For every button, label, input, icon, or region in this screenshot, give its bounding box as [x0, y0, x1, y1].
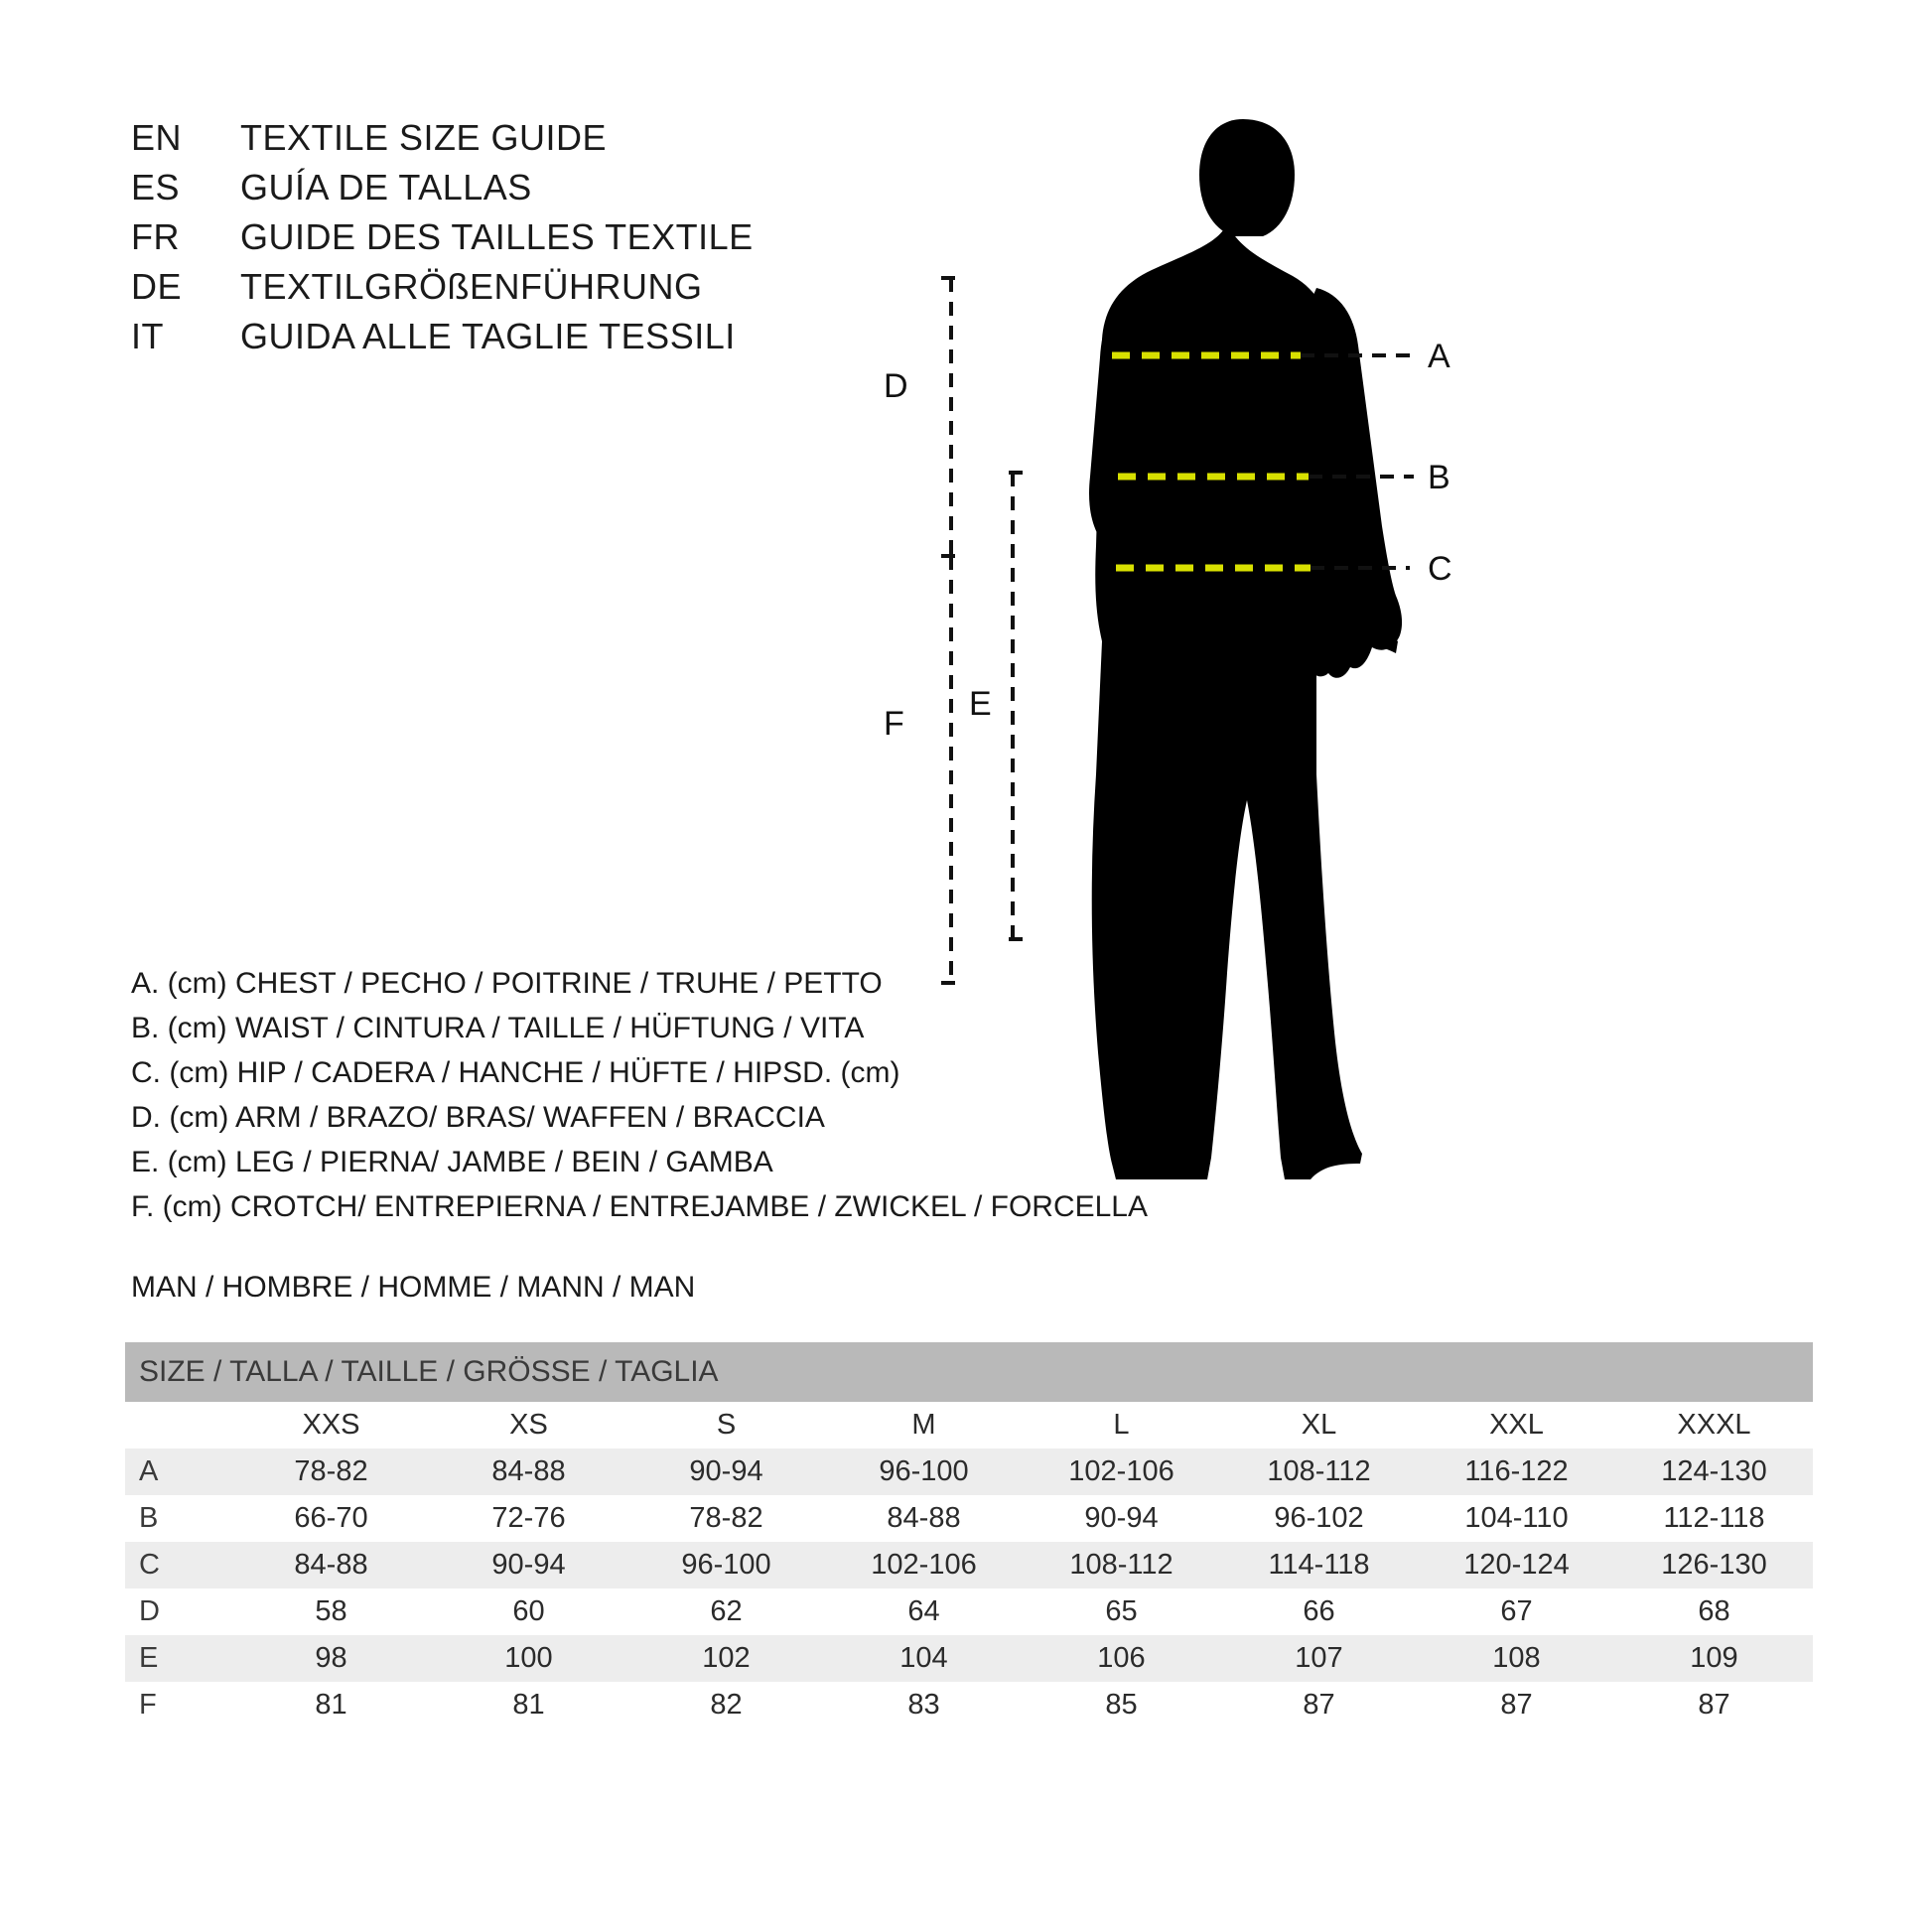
- bracket-label-e: E: [969, 685, 992, 723]
- marker-label-a: A: [1428, 338, 1450, 375]
- cell-b-l: 90-94: [1023, 1495, 1220, 1542]
- legend-item-d: D. (cm) ARM / BRAZO/ BRAS/ WAFFEN / BRACCIA: [131, 1101, 825, 1134]
- table-row: [125, 1588, 1813, 1635]
- cell-d-l: 65: [1023, 1588, 1220, 1635]
- cell-e-xl: 107: [1220, 1635, 1418, 1682]
- row-label-a: A: [125, 1449, 232, 1495]
- marker-label-c: C: [1428, 550, 1452, 588]
- cell-e-xxl: 108: [1418, 1635, 1615, 1682]
- table-row: [125, 1495, 1813, 1542]
- bracket-d: [941, 278, 961, 556]
- bracket-f: [941, 556, 961, 983]
- header-corner: [125, 1402, 232, 1449]
- cell-d-xs: 60: [430, 1588, 627, 1635]
- cell-f-xxxl: 87: [1615, 1682, 1813, 1728]
- cell-f-xxl: 87: [1418, 1682, 1615, 1728]
- row-label-e: E: [125, 1635, 232, 1682]
- marker-label-b: B: [1428, 459, 1450, 496]
- size-header-xxxl: XXXL: [1615, 1402, 1813, 1449]
- table-row: [125, 1682, 1813, 1728]
- cell-a-l: 102-106: [1023, 1449, 1220, 1495]
- table-row: [125, 1542, 1813, 1588]
- size-header-l: L: [1023, 1402, 1220, 1449]
- cell-f-xs: 81: [430, 1682, 627, 1728]
- legend-item-f: F. (cm) CROTCH/ ENTREPIERNA / ENTREJAMBE / ZWICKEL / FORCELLA: [131, 1190, 1148, 1223]
- cell-b-xs: 72-76: [430, 1495, 627, 1542]
- cell-d-s: 62: [627, 1588, 825, 1635]
- bracket-label-f: F: [884, 705, 904, 743]
- cell-e-m: 104: [825, 1635, 1023, 1682]
- cell-d-xxs: 58: [232, 1588, 430, 1635]
- legend-item-a: A. (cm) CHEST / PECHO / POITRINE / TRUHE / PETTO: [131, 967, 883, 1000]
- cell-a-s: 90-94: [627, 1449, 825, 1495]
- table-row: [125, 1635, 1813, 1682]
- table-row: [125, 1449, 1813, 1495]
- cell-c-xxs: 84-88: [232, 1542, 430, 1588]
- cell-f-xl: 87: [1220, 1682, 1418, 1728]
- cell-d-xxl: 67: [1418, 1588, 1615, 1635]
- title-text-it: GUIDA ALLE TAGLIE TESSILI: [240, 316, 736, 356]
- cell-c-m: 102-106: [825, 1542, 1023, 1588]
- body-measurement-diagram: [884, 79, 1886, 1211]
- cell-b-xl: 96-102: [1220, 1495, 1418, 1542]
- size-table-header-row: [125, 1402, 1813, 1449]
- size-header-xxs: XXS: [232, 1402, 430, 1449]
- cell-c-xxxl: 126-130: [1615, 1542, 1813, 1588]
- row-label-d: D: [125, 1588, 232, 1635]
- title-lang-de: DE: [131, 266, 183, 307]
- legend-item-c: C. (cm) HIP / CADERA / HANCHE / HÜFTE / HIPSD. (cm): [131, 1056, 900, 1089]
- title-text-es: GUÍA DE TALLAS: [240, 167, 532, 207]
- cell-f-l: 85: [1023, 1682, 1220, 1728]
- title-text-fr: GUIDE DES TAILLES TEXTILE: [240, 216, 754, 257]
- title-lang-it: IT: [131, 316, 164, 356]
- cell-a-xl: 108-112: [1220, 1449, 1418, 1495]
- size-header-xxl: XXL: [1418, 1402, 1615, 1449]
- title-lang-es: ES: [131, 167, 181, 207]
- cell-d-xxxl: 68: [1615, 1588, 1813, 1635]
- title-row-en: [131, 117, 754, 167]
- cell-a-xxl: 116-122: [1418, 1449, 1615, 1495]
- cell-c-xl: 114-118: [1220, 1542, 1418, 1588]
- measurement-legend: [131, 961, 1148, 1229]
- cell-e-xxs: 98: [232, 1635, 430, 1682]
- cell-b-m: 84-88: [825, 1495, 1023, 1542]
- cell-e-xs: 100: [430, 1635, 627, 1682]
- cell-c-xs: 90-94: [430, 1542, 627, 1588]
- cell-d-xl: 66: [1220, 1588, 1418, 1635]
- size-table-container: [125, 1342, 1813, 1728]
- cell-c-xxl: 120-124: [1418, 1542, 1615, 1588]
- title-row-es: [131, 167, 754, 216]
- title-lang-en: EN: [131, 117, 183, 158]
- cell-e-xxxl: 109: [1615, 1635, 1813, 1682]
- title-text-de: TEXTILGRÖßENFÜHRUNG: [240, 266, 703, 307]
- cell-e-l: 106: [1023, 1635, 1220, 1682]
- cell-b-xxxl: 112-118: [1615, 1495, 1813, 1542]
- title-row-it: [131, 316, 754, 365]
- man-silhouette-icon: [1089, 119, 1402, 1179]
- cell-c-s: 96-100: [627, 1542, 825, 1588]
- title-block: [131, 117, 754, 365]
- size-table-band-label: SIZE / TALLA / TAILLE / GRÖSSE / TAGLIA: [125, 1342, 1813, 1402]
- size-header-xl: XL: [1220, 1402, 1418, 1449]
- cell-f-m: 83: [825, 1682, 1023, 1728]
- legend-subtitle: MAN / HOMBRE / HOMME / MANN / MAN: [131, 1271, 696, 1304]
- cell-a-xxxl: 124-130: [1615, 1449, 1813, 1495]
- size-header-xs: XS: [430, 1402, 627, 1449]
- cell-d-m: 64: [825, 1588, 1023, 1635]
- cell-e-s: 102: [627, 1635, 825, 1682]
- cell-b-s: 78-82: [627, 1495, 825, 1542]
- row-label-c: C: [125, 1542, 232, 1588]
- size-table-band: [125, 1342, 1813, 1402]
- row-label-f: F: [125, 1682, 232, 1728]
- cell-b-xxl: 104-110: [1418, 1495, 1615, 1542]
- size-header-m: M: [825, 1402, 1023, 1449]
- cell-a-xxs: 78-82: [232, 1449, 430, 1495]
- cell-f-s: 82: [627, 1682, 825, 1728]
- row-label-b: B: [125, 1495, 232, 1542]
- legend-item-e: E. (cm) LEG / PIERNA/ JAMBE / BEIN / GAMBA: [131, 1146, 773, 1178]
- cell-a-m: 96-100: [825, 1449, 1023, 1495]
- bracket-label-d: D: [884, 367, 908, 405]
- cell-f-xxs: 81: [232, 1682, 430, 1728]
- title-text-en: TEXTILE SIZE GUIDE: [240, 117, 608, 158]
- size-header-s: S: [627, 1402, 825, 1449]
- bracket-e: [1003, 473, 1023, 939]
- size-table: [125, 1342, 1813, 1728]
- cell-a-xs: 84-88: [430, 1449, 627, 1495]
- cell-b-xxs: 66-70: [232, 1495, 430, 1542]
- cell-c-l: 108-112: [1023, 1542, 1220, 1588]
- title-lang-fr: FR: [131, 216, 180, 257]
- legend-item-b: B. (cm) WAIST / CINTURA / TAILLE / HÜFTUNG / VITA: [131, 1012, 865, 1044]
- title-row-fr: [131, 216, 754, 266]
- title-row-de: [131, 266, 754, 316]
